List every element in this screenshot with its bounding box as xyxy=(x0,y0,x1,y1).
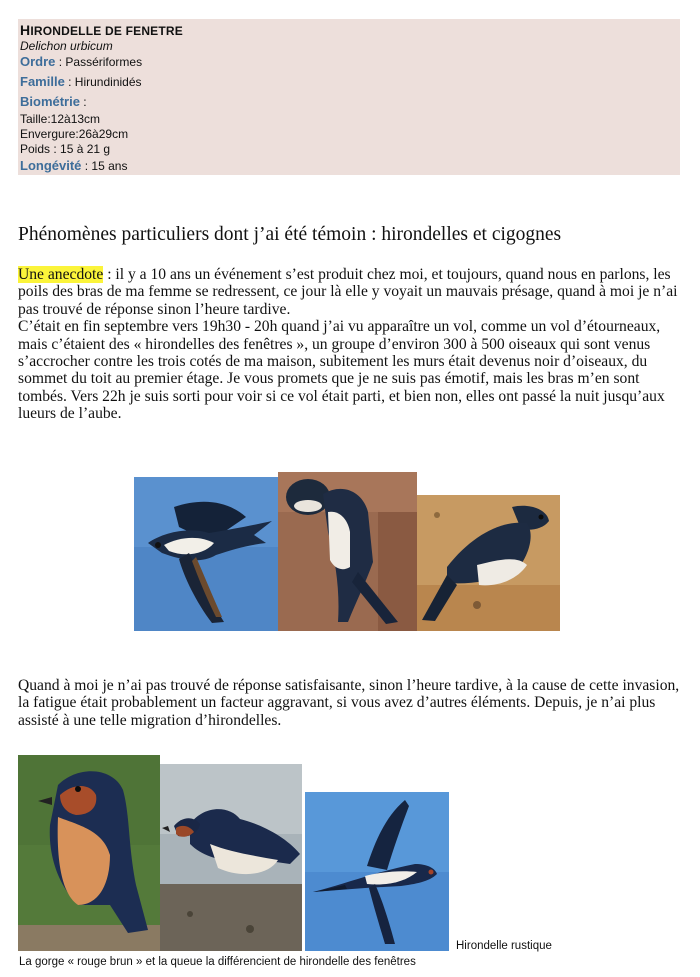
scientific-name: Delichon urbicum xyxy=(20,39,113,53)
species-infobox xyxy=(18,19,680,175)
wingspan-value: Envergure:26à29cm xyxy=(20,127,129,141)
longevity-row xyxy=(20,158,127,173)
anecdote-paragraph: Une anecdote : il y a 10 ans un événement s’est produit chez moi, et toujours, quand nous en parlons, les poils des bras de ma femme se redressent, ce jour là elle y voyait un mauvais présage, quand à moi je n’ai pas trouvé de réponse sinon l’heure tardive. C’était en fin septembre vers 19h30 - 20h quand j’ai vu apparaître un vol, comme un vol d’étourneaux, mais c’étaient des « hirondelles des fenêtres », un groupe d’environ 300 à 500 oiseaux qui sont venus s’accrocher contre les trois cotés de ma maison, subitement les murs était devenus noir d’oiseaux, du sommet du toit au premier étage. Je vous promets que je ne suis pas émotif, mais les bras m’en sont tombés. Vers 22h je suis sorti pour voir si ce vol était parti, et bien non, elles ont passé la nuit jusqu’aux lueurs de l’aube. xyxy=(18,266,678,423)
house-martin-nest-photo xyxy=(278,472,417,631)
page-heading: Phénomènes particuliers dont j’ai été témoin : hirondelles et cigognes xyxy=(18,224,562,245)
barn-swallow-perched-photo xyxy=(18,755,160,951)
conclusion-paragraph: Quand à moi je n’ai pas trouvé de réponse satisfaisante, sinon l’heure tardive, à la cause de cette invasion, la fatigue était probablement un facteur aggravant, si vous avez d’autres éléments. Depuis, je n’ai plus assisté à une telle migration d’hirondelles. xyxy=(18,677,680,729)
species-title: HIRONDELLE DE FENETRE xyxy=(20,22,183,38)
family-label: Famille xyxy=(20,74,65,89)
weight-value: Poids : 15 à 21 g xyxy=(20,142,111,156)
order-label: Ordre xyxy=(20,54,56,69)
barn-swallow-label: Hirondelle rustique xyxy=(456,940,552,952)
family-value: : Hirundinidés xyxy=(64,75,142,89)
family-row xyxy=(20,74,142,89)
house-martin-perched-photo xyxy=(417,495,560,631)
barn-swallow-ground-photo xyxy=(160,764,302,951)
size-value: Taille:12à13cm xyxy=(20,112,101,126)
barn-swallow-caption: La gorge « rouge brun » et la queue la différencient de hirondelle des fenêtres xyxy=(19,956,416,968)
order-row xyxy=(20,54,142,69)
biometry-row: Biométrie : xyxy=(20,94,87,109)
biometry-label: Biométrie xyxy=(20,94,80,109)
house-martin-flight-photo xyxy=(134,477,278,631)
anecdote-highlight: Une anecdote xyxy=(18,266,104,283)
longevity-value: : 15 ans xyxy=(81,159,128,173)
barn-swallow-flight-photo xyxy=(305,792,449,951)
order-value: : Passériformes xyxy=(55,55,143,69)
longevity-label: Longévité xyxy=(20,158,82,173)
